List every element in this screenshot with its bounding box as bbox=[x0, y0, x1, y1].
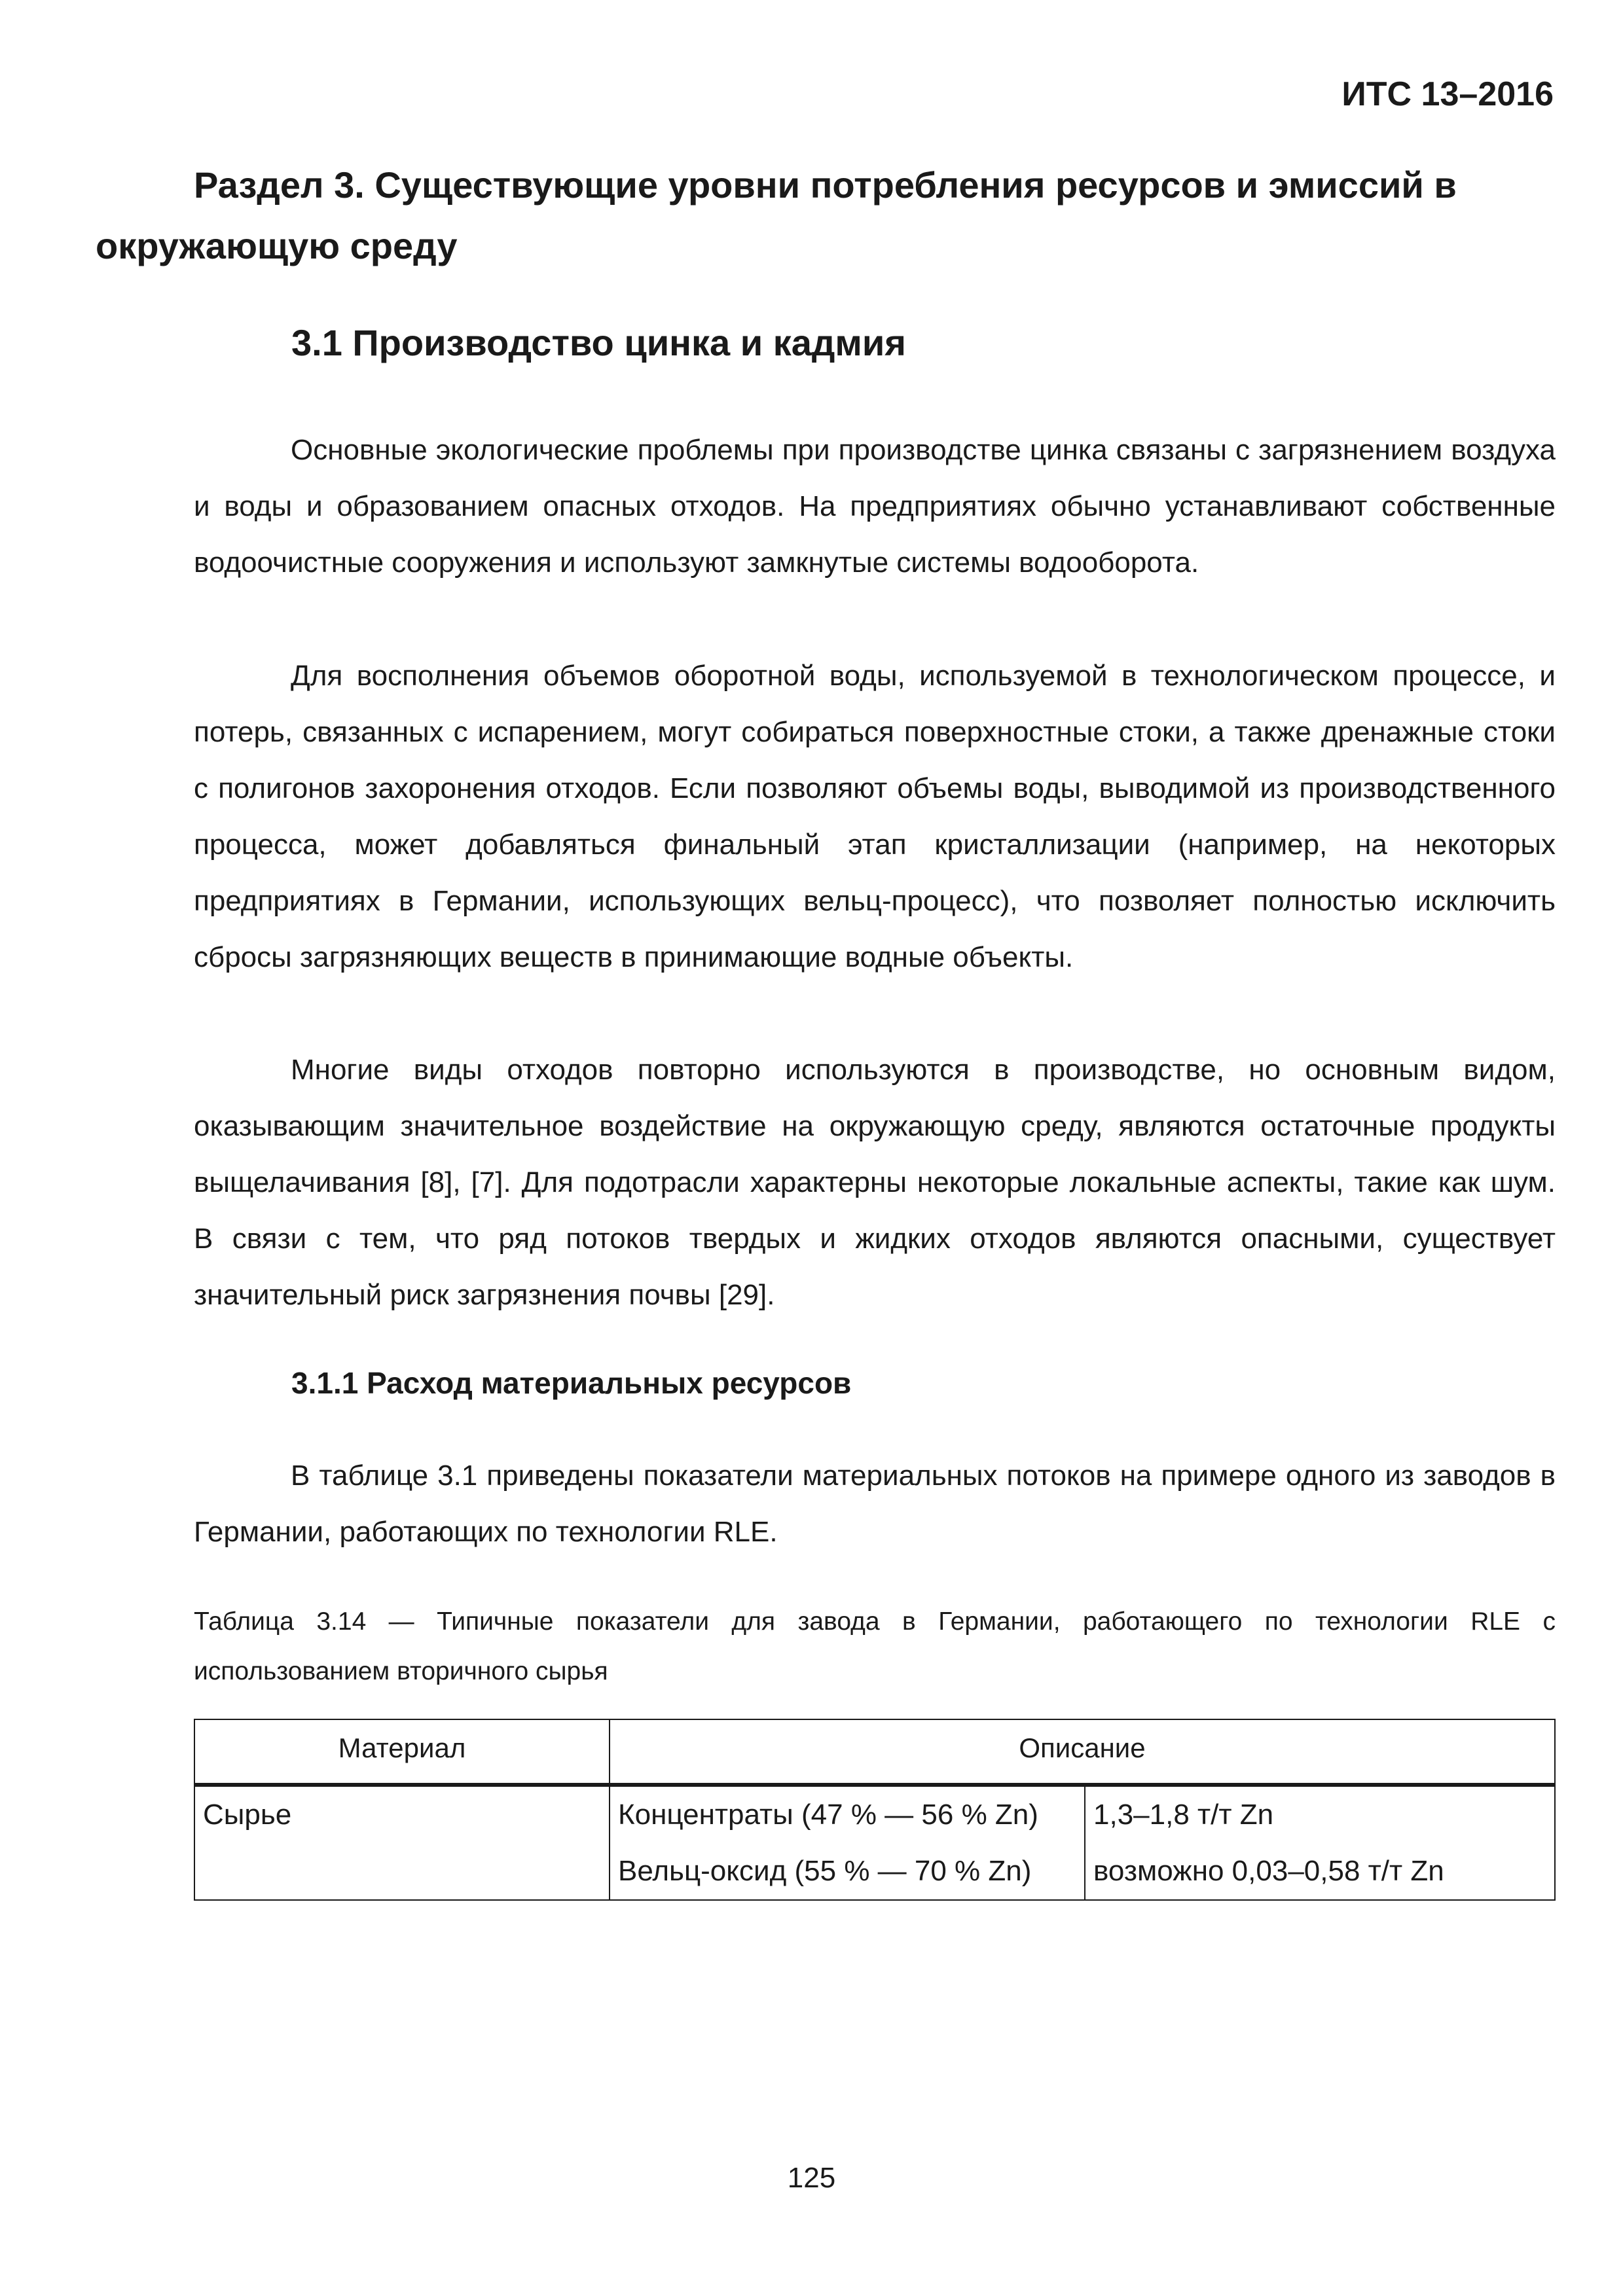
table-row bbox=[194, 1785, 1555, 1900]
paragraph-table-intro: В таблице 3.1 приведены показатели материальных потоков на примере одного из заводов в Германии, работающих по технологии RLE. bbox=[194, 1460, 1556, 1548]
table-caption: Таблица 3.14 — Типичные показатели для завода в Германии, работающего по технологии RLE с использованием вторичного сырья bbox=[194, 1607, 1556, 1685]
paragraph-environmental-issues: Основные экологические проблемы при производстве цинка связаны с загрязнением воздуха и воды и образованием опасных отходов. На предприятиях обычно устанавливают собственные водоочистные сооружения и используют замкнутые системы водооборота. bbox=[194, 434, 1556, 579]
section-title: Раздел 3. Существующие уровни потребления ресурсов и эмиссий в окружающую среду bbox=[96, 164, 1457, 266]
material-flow-table bbox=[194, 1719, 1556, 1901]
cell-material: Сырье bbox=[194, 1785, 610, 1900]
value-line: возможно 0,03–0,58 т/т Zn bbox=[1093, 1855, 1444, 1887]
paragraph-water-recycling: Для восполнения объемов оборотной воды, используемой в технологическом процессе, и потерь, связанных с испарением, могут собираться поверхностные стоки, а также дренажные стоки с полигонов захоронения отходов. Если позволяют объемы воды, выводимой из производственного процесса, может добавляться финальный этап кристаллизации (например, на некоторых предприятиях в Германии, использующих вельц-процесс), что позволяет полностью исключить сбросы загрязняющих веществ в принимающие водные объекты. bbox=[194, 660, 1556, 973]
cell-value bbox=[1085, 1785, 1555, 1900]
value-line: 1,3–1,8 т/т Zn bbox=[1093, 1799, 1274, 1831]
cell-description bbox=[610, 1785, 1085, 1900]
paragraph-waste: Многие виды отходов повторно используются в производстве, но основным видом, оказывающим значительное воздействие на окружающую среду, являются остаточные продукты выщелачивания [8], [7]. Для подотрасли характерны некоторые локальные аспекты, такие как шум. В связи с тем, что ряд потоков твердых и жидких отходов являются опасными, существует значительный риск загрязнения почвы [29]. bbox=[194, 1054, 1556, 1311]
header-material: Материал bbox=[194, 1719, 610, 1785]
description-line: Концентраты (47 % — 56 % Zn) bbox=[618, 1799, 1038, 1831]
subsubsection-title: 3.1.1 Расход материальных ресурсов bbox=[291, 1366, 852, 1400]
header-description: Описание bbox=[610, 1719, 1555, 1785]
description-line: Вельц-оксид (55 % — 70 % Zn) bbox=[618, 1855, 1032, 1887]
subsection-title: 3.1 Производство цинка и кадмия bbox=[291, 322, 906, 363]
table-header-row bbox=[194, 1719, 1555, 1785]
page-number: 125 bbox=[787, 2162, 836, 2194]
document-code: ИТС 13–2016 bbox=[1341, 75, 1554, 113]
